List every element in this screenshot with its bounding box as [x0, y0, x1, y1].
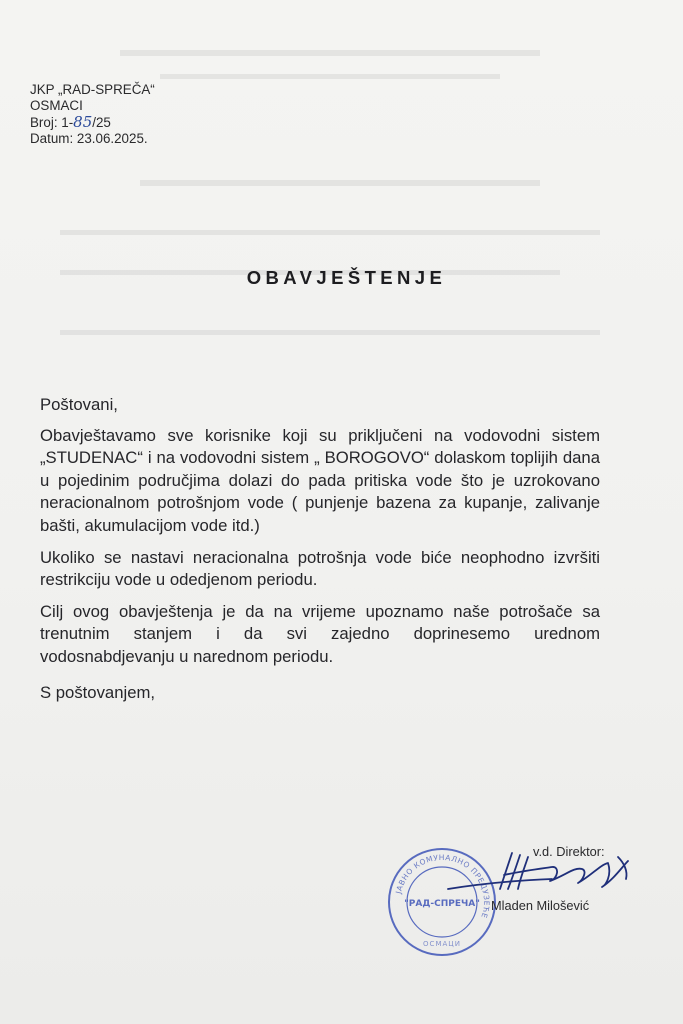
reference-number-handwritten: 85 — [73, 113, 93, 131]
salutation: Poštovani, — [40, 395, 118, 414]
company-name: JKP „RAD-SPREČA“ — [30, 82, 155, 97]
stamp-center-text: "РАД-СПРЕЧА" — [404, 899, 480, 909]
paragraph-purpose: Cilj ovog obavještenja je da na vrijeme upoznamo naše potrošače sa trenutnim stanjem i da svi zajedno doprinesemo urednom vodosnabdjevanju u narednom periodu. — [40, 601, 600, 666]
closing: S poštovanjem, — [40, 682, 156, 702]
letterhead — [30, 82, 155, 147]
paper-show-through — [40, 30, 640, 360]
company-place: OSMACI — [30, 98, 83, 113]
document-title: OBAVJEŠTENJE — [246, 267, 447, 288]
signatory-name: Mladen Milošević — [491, 898, 590, 913]
document-date: Datum: 23.06.2025. — [30, 131, 148, 146]
paragraph-notice: Obavještavamo sve korisnike koji su priključeni na vodovodni sistem „STUDENAC“ i na vodovodni sistem „ BOROGOVO“ dolaskom toplijih dana u pojedinim područjima dolazi do pada pritiska vode što je uzrokovano neracionalnom potrošnjom vode ( punjenje bazena za kupanje, zalivanje bašti, akumulacijom vode itd.) — [40, 425, 600, 535]
stamp-bottom-text: ОСМАЦИ — [423, 940, 461, 948]
reference-number-suffix: /25 — [92, 115, 111, 130]
signatory-role: v.d. Direktor: — [533, 844, 605, 859]
reference-number — [30, 114, 155, 131]
paragraph-restriction: Ukoliko se nastavi neracionalna potrošnja vode biće neophodno izvršiti restrikciju vode u odedjenom periodu. — [40, 547, 600, 590]
letter-body — [40, 394, 600, 704]
reference-number-prefix: Broj: 1- — [30, 115, 74, 130]
stamp-ring-text: ЈАВНО КОМУНАЛНО ПРЕДУЗЕЋЕ — [393, 852, 492, 920]
